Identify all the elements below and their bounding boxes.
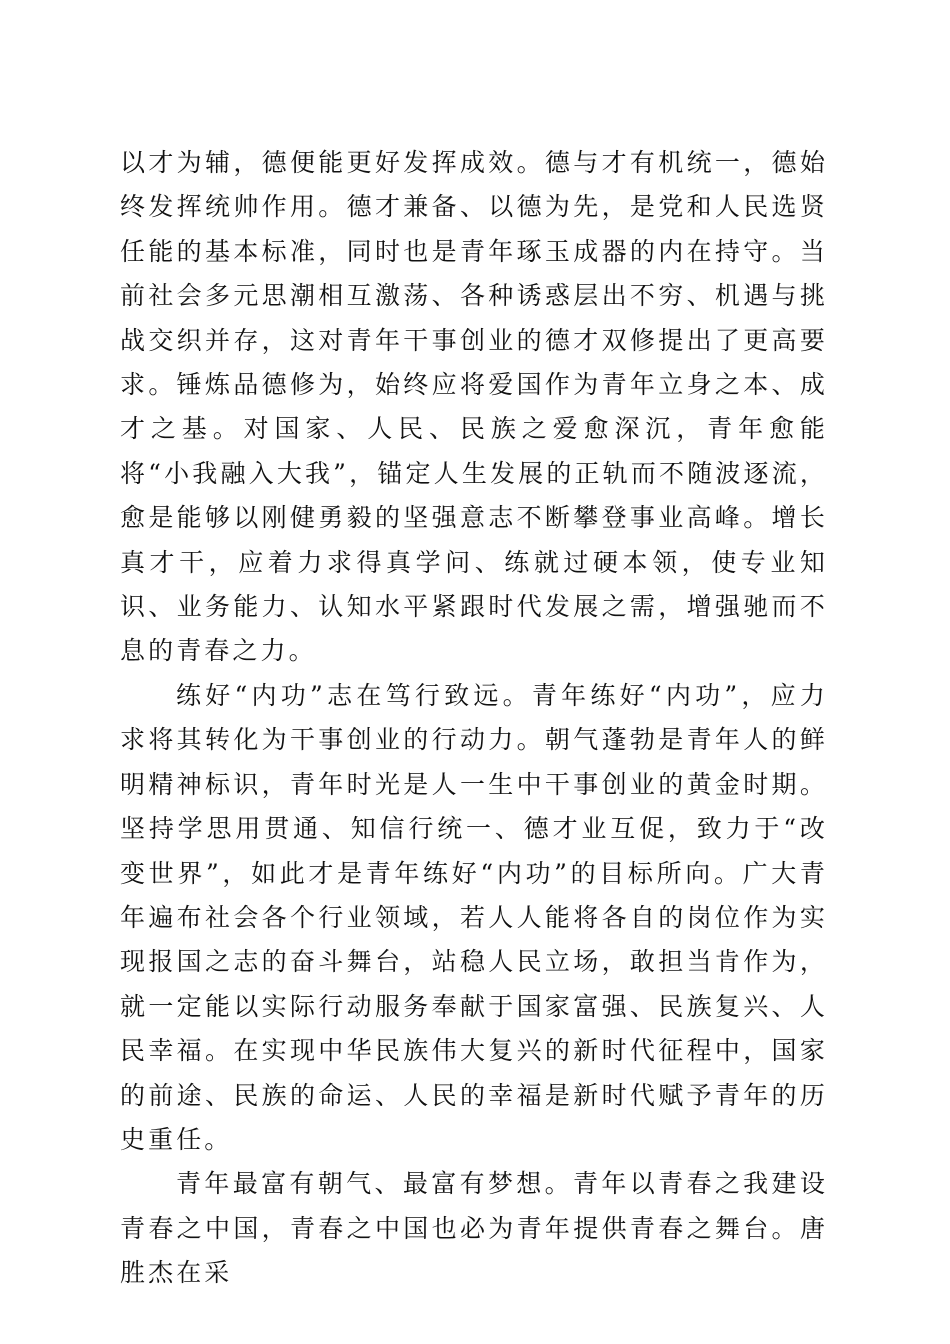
paragraph-1: 以才为辅，德便能更好发挥成效。德与才有机统一，德始终发挥统帅作用。德才兼备、以德为先，是党和人民选贤任能的基本标准，同时也是青年琢玉成器的内在持守。当前社会多元思潮相互激荡、各种诱惑层出不穷、机遇与挑战交织并存，这对青年干事创业的德才双修提出了更高要求。锤炼品德修为，始终应将爱国作为青年立身之本、成才之基。对国家、人民、民族之爱愈深沉，青年愈能将“小我融入大我”，锚定人生发展的正轨而不随波逐流，愈是能够以刚健勇毅的坚强意志不断攀登事业高峰。增长真才干，应着力求得真学问、练就过硬本领，使专业知识、业务能力、认知水平紧跟时代发展之需，增强驰而不息的青春之力。 xyxy=(120,148,828,666)
document-body xyxy=(120,141,828,1296)
paragraph-3: 青年最富有朝气、最富有梦想。青年以青春之我建设青春之中国，青春之中国也必为青年提供青春之舞台。唐胜杰在采 xyxy=(120,1169,828,1288)
paragraph-2: 练好“内功”志在笃行致远。青年练好“内功”，应力求将其转化为干事创业的行动力。朝气蓬勃是青年人的鲜明精神标识，青年时光是人一生中干事创业的黄金时期。坚持学思用贯通、知信行统一、德才业互促，致力于“改变世界”，如此才是青年练好“内功”的目标所向。广大青年遍布社会各个行业领域，若人人能将各自的岗位作为实现报国之志的奋斗舞台，站稳人民立场，敢担当肯作为，就一定能以实际行动服务奉献于国家富强、民族复兴、人民幸福。在实现中华民族伟大复兴的新时代征程中，国家的前途、民族的命运、人民的幸福是新时代赋予青年的历史重任。 xyxy=(120,680,828,1154)
